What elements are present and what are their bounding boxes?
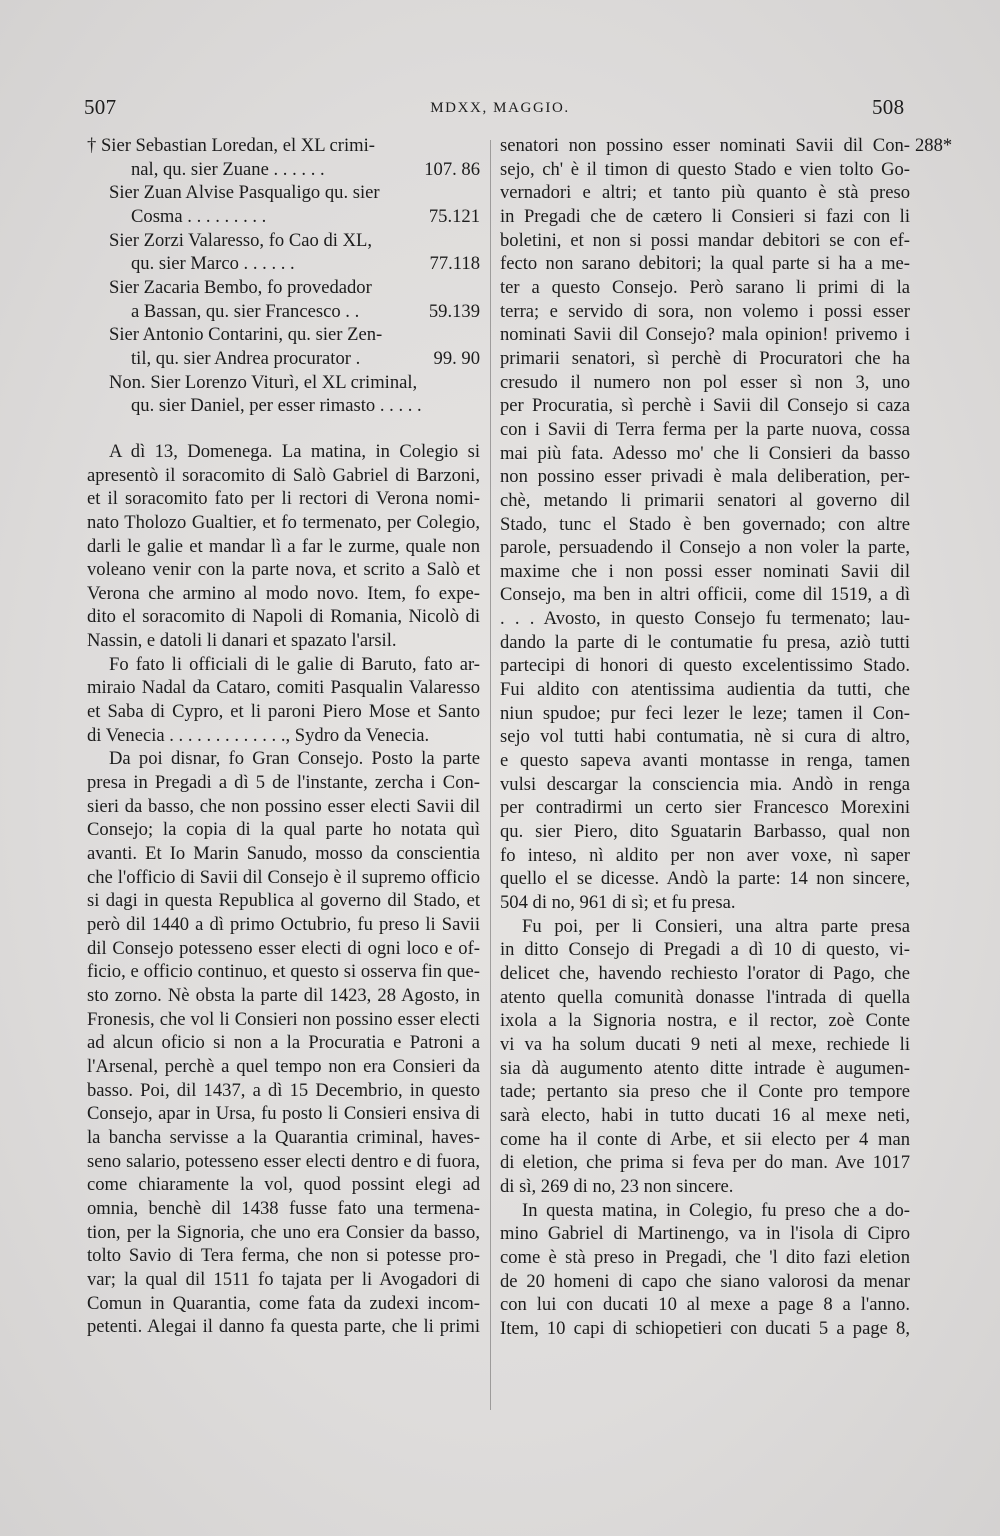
text-line: Fronesis, che vol li Consieri non possino esser electi — [87, 1008, 480, 1030]
text-line: . . . Avosto, in questo Consejo fu termenato; lau- — [500, 608, 910, 630]
list-entry-line: qu. sier Daniel, per esser rimasto . . . . . — [131, 395, 422, 417]
running-title: MDXX, MAGGIO. — [430, 100, 570, 116]
vote-count: 59.139 — [428, 300, 480, 322]
vote-count: 75.121 — [428, 205, 480, 227]
text-line: Fui aldito con atentissima audientia da tutti, che — [500, 679, 910, 701]
list-entry-line: til, qu. sier Andrea procurator . — [131, 347, 361, 369]
text-line: e questo sapeva avanti montasse in renga, tamen — [500, 750, 910, 772]
text-line: cresudo il numero non pol esser sì non 3, uno — [500, 371, 910, 393]
text-line: et Saba di Cypro, et li paroni Piero Mose et Santo — [87, 701, 480, 723]
text-line: mino Gabriel di Martinengo, va in l'isola di Cipro — [500, 1223, 910, 1245]
text-line: apresentò il soracomito di Salò Gabriel di Barzoni, — [87, 464, 480, 486]
text-line: tion, per la Signoria, che uno era Consier da basso, — [87, 1221, 480, 1243]
text-line: con lui con ducati 10 al mexe a page 8 a l'anno. — [500, 1294, 910, 1316]
text-line: seno salario, potesseno esser electi dentro e di fuora, — [87, 1150, 480, 1172]
text-line: ficio, e officio continuo, et questo si osserva fin que- — [87, 961, 480, 983]
list-entry-line: a Bassan, qu. sier Francesco . . — [131, 300, 360, 322]
text-line: vi va ha solum ducati 9 neti al mexe, rechiede li — [500, 1033, 910, 1055]
text-line: ter a questo Consejo. Però sarano li primi di la — [500, 276, 910, 298]
text-line: di Venecia . . . . . . . . . . . . ., Sydro da Venecia. — [87, 724, 430, 746]
text-line: sieri da basso, che non possino esser electi Savii dil — [87, 795, 480, 817]
text-line: In questa matina, in Colegio, fu preso che a do- — [522, 1199, 910, 1221]
text-line: ixola a la Signoria nostra, e il rector, zoè Conte — [500, 1010, 910, 1032]
text-line: la bancha servisse a la Quarantia criminal, haves- — [87, 1126, 480, 1148]
text-line: de 20 homeni di capo che siano valorosi da menar — [500, 1270, 910, 1292]
vote-count — [422, 394, 480, 418]
text-line: qu. sier Piero, dito Sguatarin Barbasso, qual non — [500, 821, 910, 843]
text-line: Stado, tunc el Stado è ben governado; con altre — [500, 513, 910, 535]
text-line: come chiaramente la vol, quod possint elegi ad — [87, 1174, 480, 1196]
text-line: nato Tholozo Gualtier, et fo termenato, per Colegio, — [87, 511, 480, 533]
list-entry-row — [87, 394, 480, 418]
list-entry-row — [87, 300, 480, 324]
text-line: Nassin, e datoli li danari et spazato l'arsil. — [87, 630, 397, 652]
text-line: di eletion, che prima si feva per do man. Ave 1017 — [500, 1152, 910, 1174]
list-entry-row — [87, 158, 480, 182]
text-line: petenti. Alegai il danno fa questa parte, che li primi — [87, 1316, 480, 1338]
text-line: terra; e servido di sora, non volemo i possi esser — [500, 300, 910, 322]
list-entry-row — [87, 205, 480, 229]
text-line: delicet che, havendo rechiesto l'orator di Pago, che — [500, 962, 910, 984]
right-column — [500, 134, 910, 1340]
text-line: parole, persuadendo il Consejo a non voler la parte, — [500, 537, 910, 559]
text-line: che l'officio di Savii dil Consejo è il supremo officio — [87, 866, 480, 888]
text-line: maxime che i non possi esser nominati Savii dil — [500, 560, 910, 582]
text-line: tade; pertanto sia preso che il Conte pro tempore — [500, 1081, 910, 1103]
text-line: miraio Nadal da Cataro, comiti Pasqualin Valaresso — [87, 677, 480, 699]
list-entry-line: Cosma . . . . . . . . . — [131, 205, 267, 227]
vote-count: 107. 86 — [424, 158, 480, 180]
text-line: Verona che armino al modo novo. Item, fo expe- — [87, 582, 480, 604]
text-line: darli le galie et mandar lì a far le zurme, quale non — [87, 535, 480, 557]
text-line: 504 di no, 961 di sì; et fu presa. — [500, 892, 736, 913]
vote-count: 77.118 — [429, 253, 480, 275]
left-column — [87, 134, 480, 1339]
text-line: Fo fato li officiali di le galie di Baruto, fato ar- — [109, 653, 480, 675]
text-line: dando la parte di le contumatie fu presa, aziò tutti — [500, 631, 910, 653]
text-line: come ha il conte di Arbe, et sii electo per 4 man — [500, 1128, 910, 1150]
text-line: per Procuratia, sì perchè i Savii dil Consejo si caza — [500, 395, 910, 417]
list-entry-line: qu. sier Marco . . . . . . — [131, 253, 295, 275]
text-line: l'Arsenal, perchè a quel tempo non era Consieri da — [87, 1055, 480, 1077]
text-line: chè, metando li primarii senatori al governo dil — [500, 489, 910, 511]
text-line: sejo vol tutti habi contumatia, nè si cura di altro, — [500, 726, 910, 748]
text-line: si dagi in questa Republica al governo dil Stado, et — [87, 890, 480, 912]
text-line: fecto non sarano debitori; la qual parte si ha a me- — [500, 253, 910, 275]
text-line: Consejo, ma ben in altri officii, come dil 1519, a dì — [500, 584, 910, 606]
text-line: atento quella comunità donasse l'intrada di quella — [500, 986, 910, 1008]
text-line: Da poi disnar, fo Gran Consejo. Posto la parte — [109, 748, 480, 770]
text-line: con i Savii di Terra ferma per la parte nuova, cossa — [500, 418, 910, 440]
list-entry-line: Sier Zuan Alvise Pasqualigo qu. sier — [109, 182, 380, 204]
text-line: per contradirmi un certo sier Francesco Morexini — [500, 797, 910, 819]
list-entry-line: Sier Zorzi Valaresso, fo Cao di XL, — [109, 229, 373, 251]
list-entry-line: † Sier Sebastian Loredan, el XL crimi- — [87, 135, 375, 156]
text-line: sto zorno. Nè obsta la parte dil 1423, 28 Agosto, in — [87, 984, 480, 1006]
text-line: in ditto Consejo di Pregadi a dì 10 di questo, vi- — [500, 939, 910, 961]
text-line: Item, 10 capi di schiopetieri con ducati 5 a page 8, — [500, 1317, 910, 1339]
text-line: Comun in Quarantia, come fata da zudexi incom- — [87, 1292, 480, 1314]
text-line: basso. Poi, dil 1437, a dì 15 Decembrio, in questo — [87, 1079, 480, 1101]
text-line: dito el soracomito di Napoli di Romania, Nicolò di — [87, 606, 480, 628]
list-entry-row — [87, 252, 480, 276]
text-line: mai più fata. Adesso mo' che li Consieri da basso — [500, 442, 910, 464]
list-entry-line: Sier Antonio Contarini, qu. sier Zen- — [109, 324, 383, 346]
text-line: omnia, benchè dil 1438 fusse fato una termena- — [87, 1197, 480, 1219]
text-line: come è stà preso in Pregadi, che 'l dito fazi eletion — [500, 1246, 910, 1268]
column-divider — [490, 140, 491, 1410]
text-line: nominati Savii dil Consejo? mala opinion! privemo i — [500, 324, 910, 346]
text-line: sejo, ch' è il timon di questo Stado e vien tolto Go- — [500, 158, 910, 180]
margin-note: 288* — [915, 135, 953, 156]
text-line: vernadori e altri; et tanto più quanto è stà preso — [500, 182, 910, 204]
text-line: Fu poi, per li Consieri, una altra parte presa — [522, 915, 910, 937]
text-line: sia dà augumento atento ditte intrade è augumen- — [500, 1057, 910, 1079]
text-line: dil Consejo potesseno esser electi di ogni loco e of- — [87, 937, 480, 959]
text-line: senatori non possino esser nominati Savii dil Con- — [500, 135, 910, 156]
text-line: tolto Savio di Tera ferma, che non si potesse pro- — [87, 1245, 480, 1267]
text-line: di sì, 269 di no, 23 non sincere. — [500, 1175, 734, 1197]
text-line: boletini, et non si possi mandar debitori se con ef- — [500, 229, 910, 251]
text-line: in Pregadi che de cætero li Consieri si fazi con li — [500, 205, 910, 227]
text-line: primarii senatori, sì perchè di Procuratori che ha — [500, 347, 910, 369]
left-page-number: 507 — [84, 95, 117, 119]
text-line: quello el se dicesse. Andò la parte: 14 non sincere, — [500, 868, 910, 890]
text-line: Consejo, apar in Ursa, fu posto li Consieri ensiva di — [87, 1103, 480, 1125]
text-line: sarà electo, habi in tutto ducati 16 al mexe neti, — [500, 1104, 910, 1126]
list-entry-line: nal, qu. sier Zuane . . . . . . — [131, 158, 325, 180]
text-line: presa in Pregadi a dì 5 de l'instante, zercha i Con- — [87, 772, 480, 794]
text-line: non possino esser privadi è mala deliberation, per- — [500, 466, 910, 488]
text-line: ad alcun oficio si non a la Procuratia e Patroni a — [87, 1032, 480, 1054]
text-line: voleano venir con la parte nova, et scrito a Salò et — [87, 559, 480, 581]
text-line: però dil 1440 a dì primo Octubrio, fu preso li Savii — [87, 914, 480, 935]
list-entry-line: Non. Sier Lorenzo Viturì, el XL criminal, — [109, 371, 418, 393]
right-page-number: 508 — [872, 95, 905, 119]
text-line: fo inteso, nì aldito per non aver voxe, nì saper — [500, 844, 910, 866]
text-line: var; la qual dil 1511 fo tajata per li Avogadori di — [87, 1268, 480, 1290]
list-entry-row — [87, 347, 480, 371]
text-line: vulsi descargar la consciencia mia. Andò in renga — [500, 773, 910, 795]
text-line: et il soracomito fato per li rectori di Verona nomi- — [87, 488, 480, 510]
text-line: niun spudoe; pur feci lezer le leze; tamen il Con- — [500, 702, 910, 724]
list-entry-line: Sier Zacaria Bembo, fo provedador — [109, 276, 372, 298]
text-line: Consejo; la copia di la qual parte ho notata quì — [87, 819, 480, 841]
text-line: A dì 13, Domenega. La matina, in Colegio si — [109, 440, 480, 462]
text-line: partecipi di honori di questo excelentissimo Stado. — [500, 655, 910, 677]
vote-count: 99. 90 — [433, 347, 480, 369]
text-line: avanti. Et Io Marin Sanudo, mosso da conscientia — [87, 843, 480, 865]
